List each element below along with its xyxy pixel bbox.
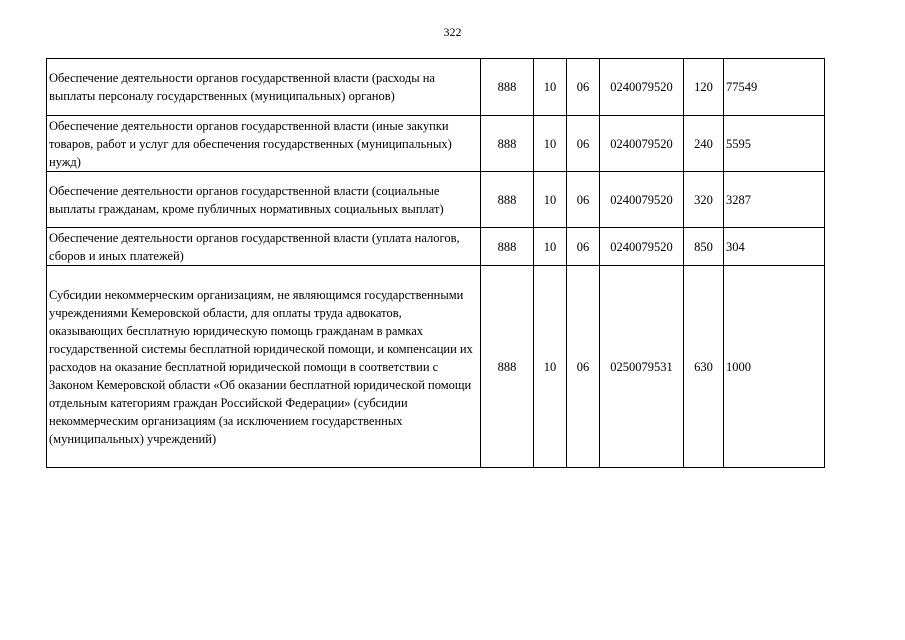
ministry-code: 888 <box>481 116 534 172</box>
target-article-code: 0250079531 <box>600 266 684 468</box>
row-description: Обеспечение деятельности органов государственной власти (уплата налогов, сборов и иных платежей) <box>47 228 481 266</box>
table-row <box>47 116 825 172</box>
ministry-code: 888 <box>481 228 534 266</box>
section-code: 10 <box>534 172 567 228</box>
subsection-code: 06 <box>567 266 600 468</box>
subsection-code: 06 <box>567 172 600 228</box>
row-description: Обеспечение деятельности органов государственной власти (иные закупки товаров, работ и услуг для обеспечения государственных (муниципальных) нужд) <box>47 116 481 172</box>
table-row <box>47 172 825 228</box>
budget-table <box>46 58 825 468</box>
expense-type-code: 120 <box>684 59 724 116</box>
section-code: 10 <box>534 59 567 116</box>
subsection-code: 06 <box>567 228 600 266</box>
subsection-code: 06 <box>567 116 600 172</box>
ministry-code: 888 <box>481 59 534 116</box>
row-description: Субсидии некоммерческим организациям, не являющимся государственными учреждениями Кемеровской области, для оплаты труда адвокатов, оказывающих бесплатную юридическую помощь гражданам в рамках государственной системы бесплатной юридической помощи, и компенсации их расходов на оказание бесплатной юридической помощи в соответствии с Законом Кемеровской области «Об оказании бесплатной юридической помощи отдельным категориям граждан Российской Федерации» (субсидии некоммерческим организациям (за исключением государственных (муниципальных) учреждений) <box>47 266 481 468</box>
table-row <box>47 228 825 266</box>
amount-value: 304 <box>724 228 825 266</box>
target-article-code: 0240079520 <box>600 172 684 228</box>
amount-value: 1000 <box>724 266 825 468</box>
page-number: 322 <box>443 25 462 39</box>
target-article-code: 0240079520 <box>600 116 684 172</box>
subsection-code: 06 <box>567 59 600 116</box>
expense-type-code: 630 <box>684 266 724 468</box>
amount-value: 3287 <box>724 172 825 228</box>
target-article-code: 0240079520 <box>600 228 684 266</box>
amount-value: 77549 <box>724 59 825 116</box>
section-code: 10 <box>534 266 567 468</box>
ministry-code: 888 <box>481 172 534 228</box>
amount-value: 5595 <box>724 116 825 172</box>
ministry-code: 888 <box>481 266 534 468</box>
section-code: 10 <box>534 228 567 266</box>
expense-type-code: 850 <box>684 228 724 266</box>
row-description: Обеспечение деятельности органов государственной власти (расходы на выплаты персоналу государственных (муниципальных) органов) <box>47 59 481 116</box>
table-row <box>47 59 825 116</box>
section-code: 10 <box>534 116 567 172</box>
row-description: Обеспечение деятельности органов государственной власти (социальные выплаты гражданам, кроме публичных нормативных социальных выплат) <box>47 172 481 228</box>
expense-type-code: 320 <box>684 172 724 228</box>
expense-type-code: 240 <box>684 116 724 172</box>
table-row <box>47 266 825 468</box>
target-article-code: 0240079520 <box>600 59 684 116</box>
